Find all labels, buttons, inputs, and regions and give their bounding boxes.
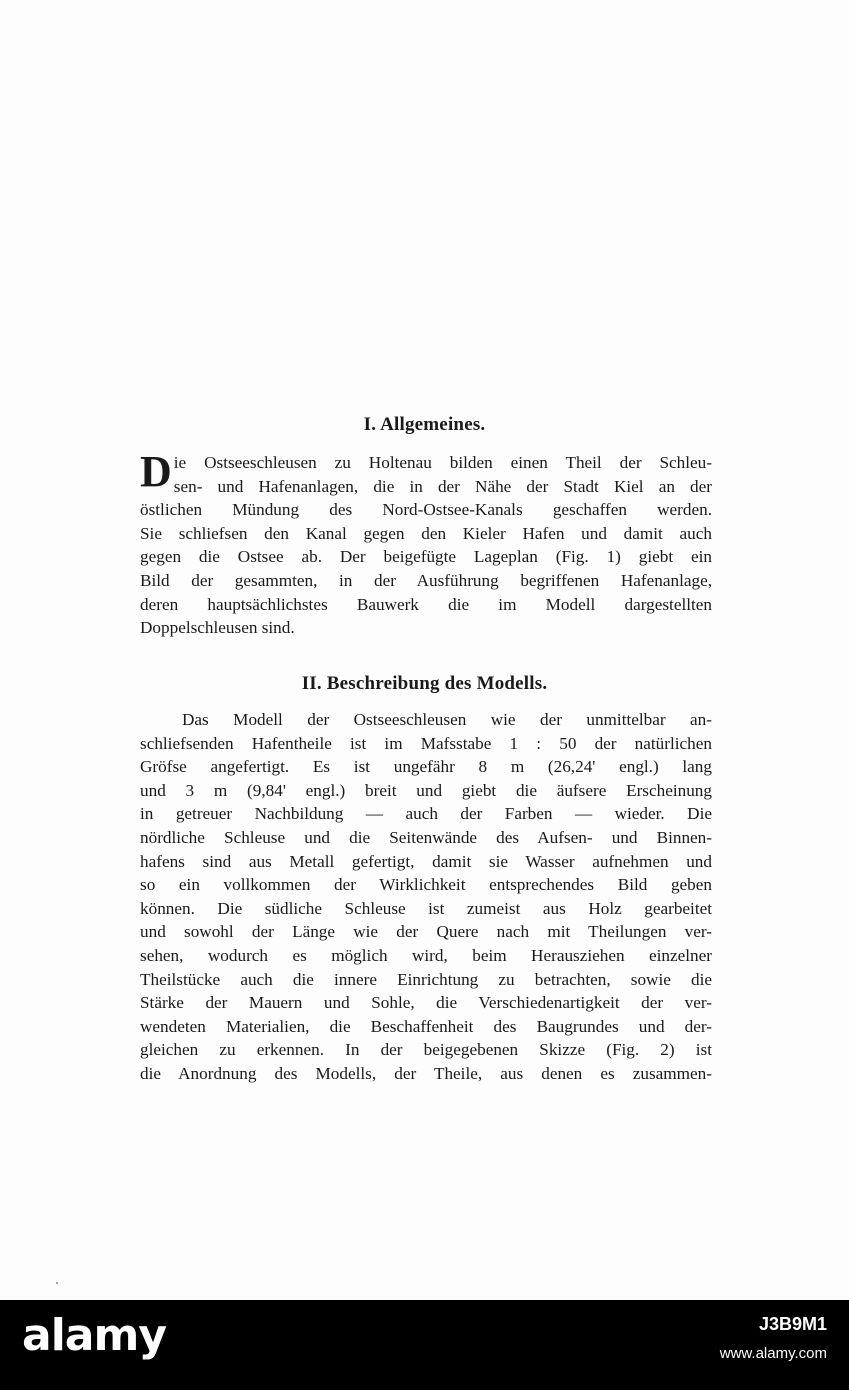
text-line: so ein vollkommen der Wirklichkeit entsprechendes Bild geben bbox=[140, 875, 712, 895]
image-info bbox=[720, 1314, 827, 1362]
text-line: nördliche Schleuse und die Seitenwände des Aufsen- und Binnen- bbox=[140, 827, 712, 847]
text-line: gleichen zu erkennen. In der beigegebenen Skizze (Fig. 2) ist bbox=[140, 1040, 712, 1060]
text-line: können. Die südliche Schleuse ist zumeist aus Holz gearbeitet bbox=[140, 898, 712, 918]
text-line: die Anordnung des Modells, der Theile, aus denen es zusammen- bbox=[140, 1063, 712, 1083]
paragraph-beschreibung bbox=[140, 708, 712, 1086]
text-line: und 3 m (9,84' engl.) breit und giebt die äufsere Erscheinung bbox=[140, 780, 712, 800]
text-line: Doppelschleusen sind. bbox=[140, 618, 295, 638]
text-line: Das Modell der Ostseeschleusen wie der unmittelbar an- bbox=[182, 710, 712, 729]
drop-cap: D bbox=[140, 447, 172, 496]
alamy-logo: alamy bbox=[22, 1310, 166, 1361]
section-heading-allgemeines: I. Allgemeines. bbox=[363, 414, 486, 435]
text-line: Sie schliefsen den Kanal gegen den Kieler Hafen und damit auch bbox=[140, 523, 712, 543]
watermark-footer bbox=[0, 1300, 849, 1390]
text-line: schliefsenden Hafentheile ist im Mafsstabe 1 : 50 der natürlichen bbox=[140, 733, 712, 753]
text-line: ie Ostseeschleusen zu Holtenau bilden einen Theil der Schleu- bbox=[173, 453, 712, 472]
scan-speck bbox=[56, 1282, 58, 1284]
text-line: östlichen Mündung des Nord-Ostsee-Kanals geschaffen werden. bbox=[140, 500, 712, 520]
text-line: und sowohl der Länge wie der Quere nach mit Theilungen ver- bbox=[140, 922, 712, 942]
image-id: J3B9M1 bbox=[758, 1314, 827, 1334]
section-heading-beschreibung: II. Beschreibung des Modells. bbox=[301, 673, 548, 694]
text-line: gegen die Ostsee ab. Der beigefügte Lageplan (Fig. 1) giebt ein bbox=[140, 547, 712, 567]
text-line: Gröfse angefertigt. Es ist ungefähr 8 m (26,24' engl.) lang bbox=[140, 757, 712, 777]
text-line: hafens sind aus Metall gefertigt, damit sie Wasser aufnehmen und bbox=[140, 851, 712, 871]
text-line: sehen, wodurch es möglich wird, beim Herausziehen einzelner bbox=[140, 945, 712, 965]
text-line: sen- und Hafenanlagen, die in der Nähe der Stadt Kiel an der bbox=[173, 476, 712, 496]
text-line: in getreuer Nachbildung — auch der Farben — wieder. Die bbox=[140, 804, 712, 824]
site-url: www.alamy.com bbox=[719, 1345, 827, 1362]
text-line: wendeten Materialien, die Beschaffenheit des Baugrundes und der- bbox=[140, 1016, 712, 1036]
text-line: Theilstücke auch die innere Einrichtung zu betrachten, sowie die bbox=[140, 969, 712, 989]
text-line: Stärke der Mauern und Sohle, die Verschiedenartigkeit der ver- bbox=[140, 993, 712, 1013]
text-line: deren hauptsächlichstes Bauwerk die im Modell dargestellten bbox=[140, 594, 712, 614]
paragraph-allgemeines bbox=[140, 447, 712, 640]
text-line: Bild der gesammten, in der Ausführung begriffenen Hafenanlage, bbox=[140, 570, 712, 590]
